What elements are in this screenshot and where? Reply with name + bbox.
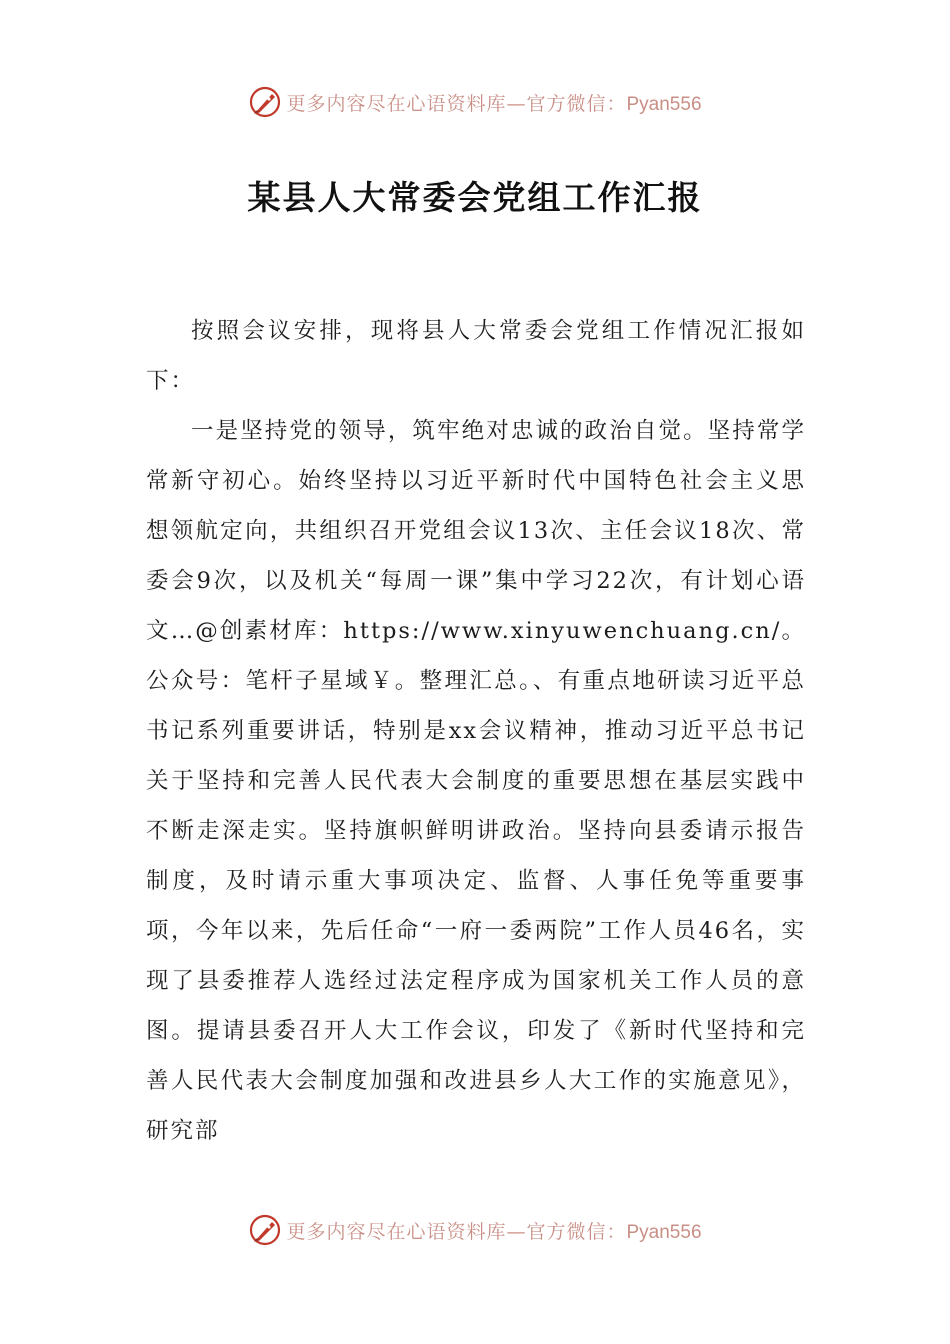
document-body — [146, 306, 806, 1156]
pen-nib-logo-icon — [248, 85, 282, 119]
header-wechat-id: Pyan556 — [626, 93, 702, 115]
paragraph-point-one: 一是坚持党的领导，筑牢绝对忠诚的政治自觉。坚持常学常新守初心。始终坚持以习近平新时代中国特色社会主义思想领航定向，共组织召开党组会议13次、主任会议18次、常委会9次，以及机关“每周一课”集中学习22次，有计划心语文…@创素材库：https://www.xinyuwenchuang.cn/。公众号：笔杆子星域￥。整理汇总。、有重点地研读习近平总书记系列重要讲话，特别是xx会议精神，推动习近平总书记关于坚持和完善人民代表大会制度的重要思想在基层实践中不断走深走实。坚持旗帜鲜明讲政治。坚持向县委请示报告制度，及时请示重大事项决定、监督、人事任免等重要事项，今年以来，先后任命“一府一委两院”工作人员46名，实现了县委推荐人选经过法定程序成为国家机关工作人员的意图。提请县委召开人大工作会议，印发了《新时代坚持和完善人民代表大会制度加强和改进县乡人大工作的实施意见》，研究部 — [146, 418, 806, 1144]
document-title: 某县人大常委会党组工作汇报 — [247, 178, 703, 217]
header-banner-text: 更多内容尽在心语资料库—官方微信：Pyan556 — [286, 92, 702, 115]
pen-nib-logo-icon — [248, 1213, 282, 1247]
footer-wechat-id: Pyan556 — [626, 1221, 702, 1243]
paragraph-intro: 按照会议安排，现将县人大常委会党组工作情况汇报如下： — [146, 318, 806, 394]
header-watermark-banner — [0, 84, 950, 120]
footer-watermark-banner — [0, 1212, 950, 1248]
footer-banner-text: 更多内容尽在心语资料库—官方微信：Pyan556 — [286, 1220, 702, 1243]
